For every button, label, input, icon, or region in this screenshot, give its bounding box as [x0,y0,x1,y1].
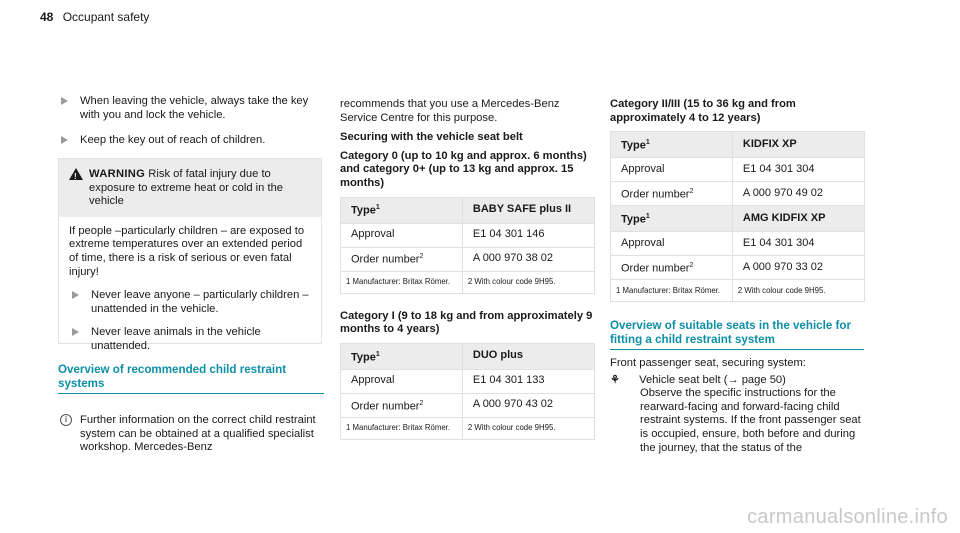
spec-table-category-0 [340,197,595,294]
list-item: When leaving the vehicle, always take the key with you and lock the vehicle. [58,95,323,122]
approval-label: Approval [611,232,733,256]
type-label: Type$^1$ [341,197,463,223]
arrow-bullet-icon [72,291,79,299]
spec-table-category-1 [340,343,595,440]
approval-label: Approval [611,158,733,182]
column-2 [340,98,595,440]
order-value: A 000 970 33 02 [732,256,864,280]
category-1-heading: Category I (9 to 18 kg and from approximately 9 months to 4 years) [340,309,593,336]
info-icon: i [60,414,72,426]
type-label: Type$^1$ [341,343,463,369]
seat-belt-reference[interactable]: Vehicle seat belt (→ page 50) [639,373,786,386]
order-label: Order number$^2$ [341,247,463,271]
arrow-bullet-icon [72,328,79,336]
column-1 [58,95,323,160]
approval-value: E1 04 301 133 [462,369,594,393]
list-item: Keep the key out of reach of children. [58,134,323,148]
type-value: DUO plus [462,343,594,369]
seat-belt-icon: ⚘ [610,373,621,386]
category-2-heading: Category II/III (15 to 36 kg and from approximately 4 to 12 years) [610,98,796,124]
warning-box [58,158,322,352]
spec-table-category-2 [610,131,865,302]
type-value: BABY SAFE plus II [462,197,594,223]
warning-label: WARNING [89,168,146,180]
type-value: KIDFIX XP [732,132,864,158]
section-name: Occupant safety [62,10,150,24]
footnote-1: 1 Manufacturer: Britax Römer. [611,280,733,302]
warning-header [59,159,321,217]
arrow-bullet-icon [61,97,68,105]
warning-triangle-icon [69,168,83,180]
section-title-suitable-seats: Overview of suitable seats in the vehicle for fitting a child restraint system [610,319,864,350]
front-seat-text: Front passenger seat, securing system: [610,357,806,369]
type-label: Type$^1$ [611,206,733,232]
footnote-2: 2 With colour code 9H95. [462,417,594,439]
observe-text: Observe the specific instructions for the rearward-facing and forward-facing child restraint systems. If the front passenger seat is occupied, ensure, both before and during the journey, that the status of the [640,387,861,454]
category-0-heading: Category 0 (up to 10 kg and approx. 6 months) and category 0+ (up to 13 kg and approx. 15 months) [340,149,587,189]
order-label: Order number$^2$ [341,393,463,417]
warning-text: If people –particularly children – are exposed to extreme temperatures over an extended period of time, there is a risk of serious or even fatal injury! [69,224,305,278]
tip-note: i Further information on the correct child restraint system can be obtained at a qualified specialist workshop. Mercedes-Benz [58,414,324,455]
order-label: Order number$^2$ [611,256,733,280]
order-value: A 000 970 49 02 [732,182,864,206]
securing-heading: Securing with the vehicle seat belt [340,131,523,144]
warning-title: Risk of fatal injury due to exposure to extreme heat or cold in the vehicle [89,168,284,208]
order-label: Order number$^2$ [611,182,733,206]
list-item: Never leave animals in the vehicle unattended. [69,326,311,353]
arrow-bullet-icon [61,136,68,144]
type-value: AMG KIDFIX XP [732,206,864,232]
order-value: A 000 970 43 02 [462,393,594,417]
approval-value: E1 04 301 304 [732,158,864,182]
order-value: A 000 970 38 02 [462,247,594,271]
approval-label: Approval [341,223,463,247]
footnote-2: 2 With colour code 9H95. [462,271,594,293]
seat-belt-line [610,374,866,388]
footnote-1: 1 Manufacturer: Britax Römer. [341,271,463,293]
intro-text: recommends that you use a Mercedes-Benz Service Centre for this purpose. [340,98,560,124]
warning-body [59,217,321,370]
footnote-2: 2 With colour code 9H95. [732,280,864,302]
front-seat-info [610,357,866,455]
column-3 [610,98,865,302]
page-number: 48 [40,10,54,24]
approval-value: E1 04 301 304 [732,232,864,256]
approval-value: E1 04 301 146 [462,223,594,247]
footnote-1: 1 Manufacturer: Britax Römer. [341,417,463,439]
watermark: carmanualsonline.info [747,506,948,529]
approval-label: Approval [341,369,463,393]
type-label: Type$^1$ [611,132,733,158]
page-header [40,11,149,25]
section-title-recommended: Overview of recommended child restraint systems [58,363,324,394]
list-item: Never leave anyone – particularly children – unattended in the vehicle. [69,289,311,316]
